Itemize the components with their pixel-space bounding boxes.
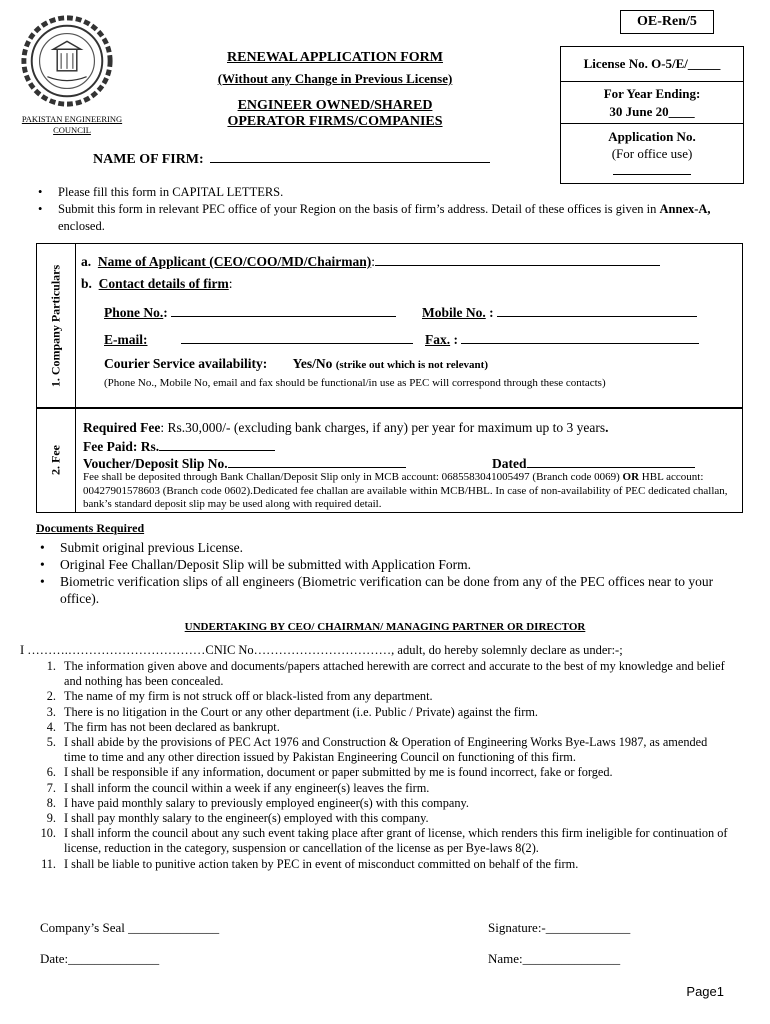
fee-paid-field[interactable] <box>159 437 275 451</box>
applicant-name-row: a. Name of Applicant (CEO/COO/MD/Chairman): <box>81 252 660 270</box>
form-reference-code: OE-Ren/5 <box>620 10 714 34</box>
signature-field[interactable]: Signature:-_____________ <box>488 920 631 935</box>
mobile-row: Mobile No. : <box>422 303 697 321</box>
fee-label: 2. Fee <box>48 445 63 475</box>
license-info-box <box>560 46 744 184</box>
annex-reference: Annex-A, <box>659 202 711 216</box>
name-field[interactable]: Name:_______________ <box>488 951 621 966</box>
year-ending-value[interactable]: 30 June 20____ <box>609 104 695 119</box>
undertaking-item: 3. There is no litigation in the Court or any other department (i.e. Public / Private) against the firm. <box>46 704 538 719</box>
contact-note: (Phone No., Mobile No, email and fax should be functional/in use as PEC will correspond through these contacts) <box>104 377 606 389</box>
undertaking-lead[interactable]: I ……….……………………………CNIC No……………………………, adult, do hereby solemnly declare as under:-; <box>20 643 623 657</box>
fee-paid-row <box>83 437 275 455</box>
company-seal-field[interactable]: Company’s Seal ______________ <box>40 920 220 935</box>
firm-category-heading <box>150 98 520 130</box>
firm-category-line1: ENGINEER OWNED/SHARED <box>237 98 433 113</box>
fee-deposit-note: Fee shall be deposited through Bank Challan/Deposit Slip only in MCB account: 0685583041005497 (Branch code 0069) OR HBL account: 00427901578603 (Branch code 0602).Dedicated fee challan are available within MCB/HBL. In case of non-availability of PEC dedicated challan, bank’s standard deposit slip may be used along with required detail. <box>83 471 728 510</box>
dated-field[interactable] <box>527 454 695 468</box>
council-name: PAKISTAN ENGINEERING COUNCIL <box>21 114 123 135</box>
mobile-label: Mobile No. <box>422 305 486 320</box>
fax-label: Fax. <box>425 332 451 347</box>
voucher-row <box>83 454 406 472</box>
email-field[interactable] <box>181 330 413 344</box>
instruction-item: • Please fill this form in CAPITAL LETTERS. <box>34 184 734 201</box>
undertaking-item: 4. The firm has not been declared as bankrupt. <box>46 719 280 734</box>
page-number: Page1 <box>686 984 724 999</box>
undertaking-item: 11. I shall be liable to punitive action taken by PEC in event of misconduct committed on behalf of the firm. <box>41 856 579 871</box>
undertaking-heading: UNDERTAKING BY CEO/ CHAIRMAN/ MANAGING PARTNER OR DIRECTOR <box>184 621 586 633</box>
undertaking-item: 9. I shall pay monthly salary to the engineer(s) employed with this company. <box>46 811 429 826</box>
applicant-name-label: Name of Applicant (CEO/COO/MD/Chairman) <box>97 254 372 269</box>
document-item: • Biometric verification slips of all engineers (Biometric verification can be done from any of the PEC offices near to your office). <box>36 573 736 607</box>
dated-label: Dated <box>492 456 527 471</box>
company-particulars-side <box>37 244 76 408</box>
courier-row <box>104 356 488 372</box>
undertaking-item: 7. I shall inform the council within a week if any engineer(s) leaves the firm. <box>46 780 430 795</box>
company-particulars-label: 1. Company Particulars <box>48 264 63 388</box>
voucher-field[interactable] <box>228 454 406 468</box>
form-title: RENEWAL APPLICATION FORM <box>227 50 443 65</box>
office-use-note: (For office use) <box>611 146 693 161</box>
required-fee-label: Required Fee <box>83 420 161 435</box>
undertaking-list <box>16 659 728 872</box>
dated-row <box>492 454 695 472</box>
phone-label: Phone No. <box>104 305 164 320</box>
company-particulars-section <box>36 243 743 409</box>
document-item: • Original Fee Challan/Deposit Slip will be submitted with Application Form. <box>36 556 736 573</box>
undertaking-item: 6. I shall be responsible if any information, document or paper submitted by me is found incorrect, fake or forged. <box>46 765 613 780</box>
contact-details-label: Contact details of firm <box>98 276 229 291</box>
documents-heading: Documents Required <box>36 521 145 535</box>
fax-field[interactable] <box>461 330 699 344</box>
form-subtitle: (Without any Change in Previous License) <box>217 71 453 86</box>
required-fee-row: Required Fee: Rs.30,000/- (excluding bank charges, if any) per year for maximum up to 3 years. <box>83 420 609 435</box>
name-of-firm-field[interactable] <box>210 148 490 163</box>
fee-side <box>37 408 76 512</box>
voucher-label: Voucher/Deposit Slip No. <box>83 456 228 471</box>
date-field[interactable]: Date:______________ <box>40 951 160 966</box>
firm-category-line2: OPERATOR FIRMS/COMPANIES <box>227 114 443 129</box>
name-of-firm-label: NAME OF FIRM: <box>93 152 204 167</box>
courier-value[interactable]: Yes/No <box>292 356 333 371</box>
year-ending-label: For Year Ending: <box>603 86 701 101</box>
courier-note: (strike out which is not relevant) <box>335 359 488 371</box>
fee-section <box>36 407 743 513</box>
fee-paid-label: Fee Paid: Rs. <box>83 439 160 454</box>
undertaking-item: 5. I shall abide by the provisions of PEC Act 1976 and Construction & Operation of Engineering Works Bye-Laws 1987, as amended time to time and any other direction issued by Pakistan Engineering Council on functioning of this firm. <box>46 735 708 765</box>
undertaking-item: 2. The name of my firm is not struck off or black-listed from any department. <box>46 689 433 704</box>
fax-row: Fax. : <box>425 330 699 348</box>
undertaking-item: 8. I have paid monthly salary to previously employed engineer(s) with this company. <box>46 795 469 810</box>
undertaking-item: 10. I shall inform the council about any such event taking place after grant of license, which renders this firm ineligible for continuation of license, reduction in the category, suspension or cancellation of the license as per Bye-laws 8(2). <box>40 826 728 856</box>
contact-details-row: b. Contact details of firm: <box>81 276 233 291</box>
instruction-item: • Submit this form in relevant PEC office of your Region on the basis of firm’s address. Detail of these offices is given in Annex-A, enclosed. <box>34 201 734 235</box>
undertaking-item: 1. The information given above and documents/papers attached herewith are correct and accurate to the best of my knowledge and belief and nothing has been concealed. <box>46 659 725 689</box>
application-number-cell <box>561 124 743 175</box>
application-number-field[interactable] <box>613 164 691 175</box>
applicant-name-field[interactable] <box>375 252 660 266</box>
required-fee-text: : Rs.30,000/- (excluding bank charges, if any) per year for maximum up to 3 years <box>160 420 606 435</box>
courier-label: Courier Service availability: <box>104 356 268 371</box>
email-row <box>104 330 413 348</box>
phone-field[interactable] <box>171 303 396 317</box>
pec-logo-seal <box>18 12 116 110</box>
year-ending-cell <box>561 82 743 124</box>
license-number[interactable]: License No. O-5/E/_____ <box>561 47 743 82</box>
application-number-label: Application No. <box>608 129 696 144</box>
documents-required <box>36 520 736 607</box>
phone-row: Phone No.: <box>104 303 396 321</box>
name-of-firm-row <box>93 148 490 168</box>
email-label: E-mail: <box>104 332 148 347</box>
mobile-field[interactable] <box>497 303 697 317</box>
instructions <box>34 184 734 235</box>
document-item: • Submit original previous License. <box>36 539 736 556</box>
